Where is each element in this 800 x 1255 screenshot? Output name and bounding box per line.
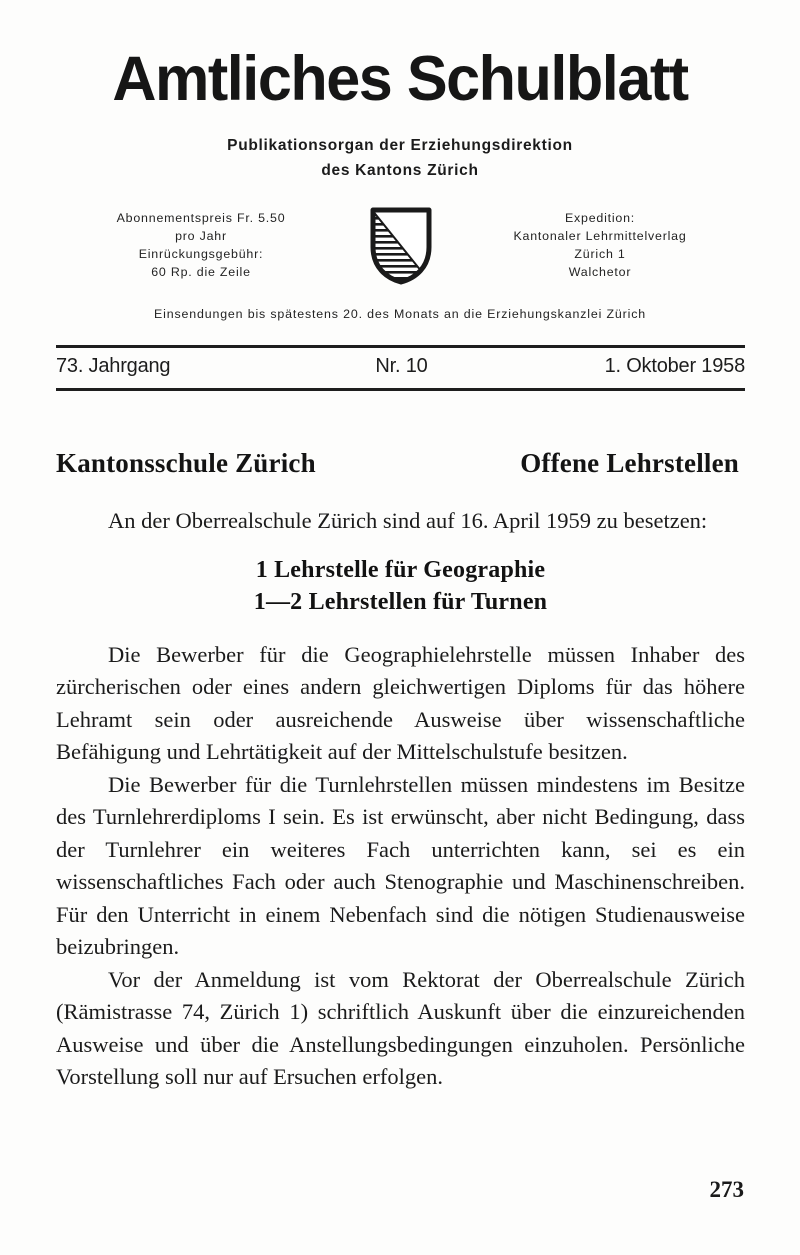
issue-number: Nr. 10: [375, 355, 428, 377]
price-line-4: 60 Rp. die Zeile: [151, 265, 251, 279]
expedition-line-3: Zürich 1: [574, 247, 626, 261]
vacancy-item-1: 1 Lehrstelle für Geographie: [255, 556, 546, 583]
article-paragraph-1: Die Bewerber für die Geographielehrstelle müssen Inhaber des zürcherischen oder eines andern gleichwertigen Diploms für das höhere Lehramt sein oder ausreichende Ausweise über wissenschaftliche Befähigung und Lehrtätigkeit auf der Mittelschulstufe besitzen.: [56, 641, 745, 764]
article-heading-right: Offene Lehrstellen: [520, 448, 739, 478]
issue-volume: 73. Jahrgang: [56, 355, 171, 377]
expedition-block: [455, 205, 745, 281]
expedition-line-2: Kantonaler Lehrmittelverlag: [513, 229, 687, 243]
article-paragraph-3: Vor der Anmeldung ist vom Rektorat der Oberrealschule Zürich (Rämistrasse 74, Zürich 1) schriftlich Auskunft über die einzureichenden Ausweise und über die Anstellungsbedingungen einzuholen. Persönliche Vorstellung soll nur auf Ersuchen erfolgen.: [56, 966, 745, 1089]
submission-deadline-note: Einsendungen bis spätestens 20. des Monats an die Erziehungskanzlei Zürich: [153, 307, 647, 321]
masthead-rule-top: [56, 345, 745, 348]
price-line-3: Einrückungsgebühr:: [138, 247, 264, 261]
article-intro-paragraph: An der Oberrealschule Zürich sind auf 16. April 1959 zu besetzen:: [108, 508, 708, 533]
issue-date: 1. Oktober 1958: [604, 355, 745, 377]
zurich-coat-of-arms-icon: [368, 205, 434, 287]
article-paragraph-2: Die Bewerber für die Turnlehrstellen müssen mindestens im Besitze des Turnlehrerdiploms I sein. Es ist erwünscht, aber nicht Bedingung, dass der Turnlehrer ein weiteres Fach unterrichten kann, sei es ein wissenschaftliches Fach oder auch Stenographie und Maschinenschreiben. Für den Unterricht in einem Nebenfach sind die nötigen Studienausweise beizubringen.: [56, 771, 745, 959]
vacancy-listing: [56, 554, 745, 618]
article-heading-left: Kantonsschule Zürich: [56, 448, 316, 478]
masthead-info-row: [56, 205, 745, 287]
price-line-2: pro Jahr: [175, 229, 227, 243]
publication-subtitle: [0, 133, 800, 183]
publication-title: Amtliches Schulblatt: [112, 44, 688, 114]
expedition-line-1: Expedition:: [564, 211, 636, 225]
masthead-rule-bottom: [56, 388, 745, 391]
subtitle-line-2: des Kantons Zürich: [321, 162, 479, 179]
crest-container: [362, 205, 440, 287]
price-line-1: Abonnementspreis Fr. 5.50: [116, 211, 286, 225]
subscription-price-block: [56, 205, 346, 281]
expedition-line-4: Walchetor: [568, 265, 632, 279]
article-body: [56, 505, 745, 1094]
issue-line: [56, 355, 745, 378]
vacancy-item-2: 1—2 Lehrstellen für Turnen: [253, 588, 548, 615]
article-headings: [56, 448, 745, 479]
page-number: 273: [709, 1177, 744, 1202]
subtitle-line-1: Publikationsorgan der Erziehungsdirektion: [227, 137, 573, 154]
